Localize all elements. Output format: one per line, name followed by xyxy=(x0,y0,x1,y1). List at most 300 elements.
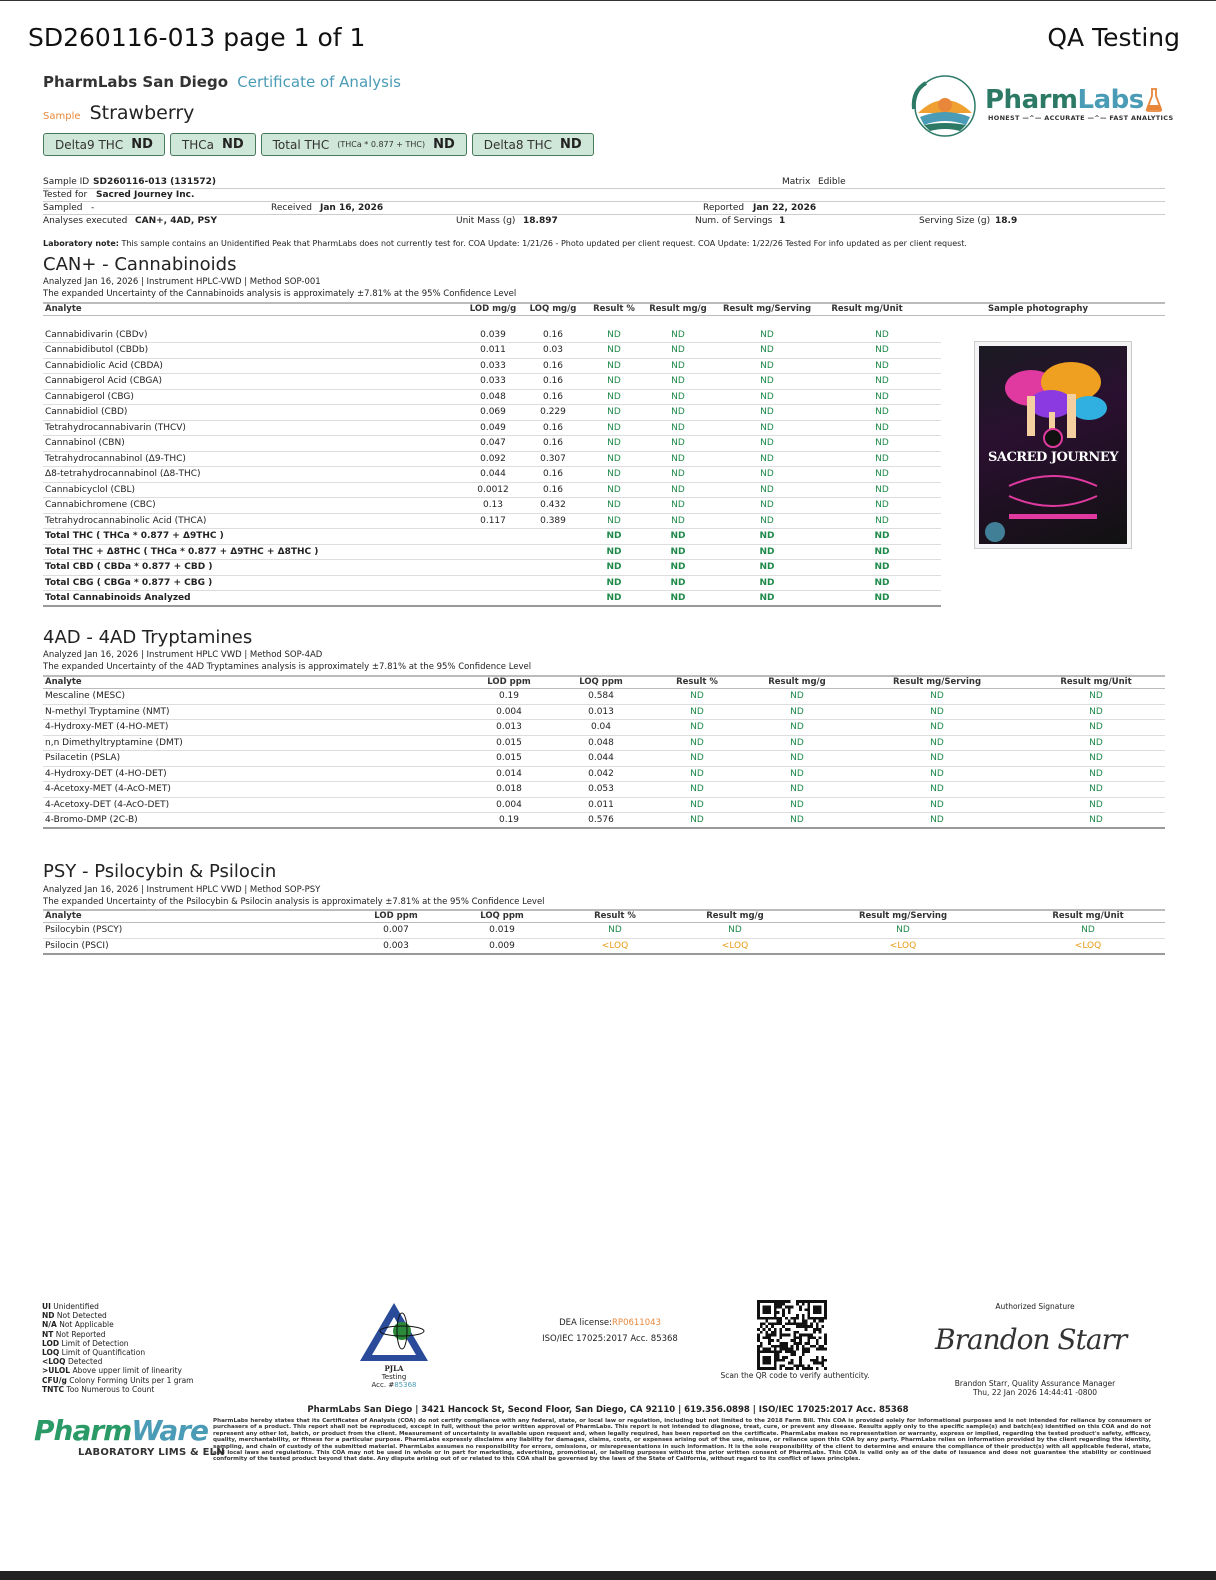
summary-badge xyxy=(261,133,467,156)
result-cell: 0.013 xyxy=(555,704,647,720)
lab-address: PharmLabs San Diego | 3421 Hancock St, Second Floor, San Diego, CA 92110 | 619.356.0898 | ISO/IEC 17025:2017 Acc. 85368 xyxy=(307,1405,909,1415)
info-row-4 xyxy=(43,215,1165,228)
analyte-name: Total CBD ( CBDa * 0.877 + CBD ) xyxy=(43,560,463,576)
result-cell: ND xyxy=(711,591,823,607)
result-cell: ND xyxy=(847,797,1027,813)
table-row xyxy=(43,813,1165,829)
result-cell: ND xyxy=(645,374,711,390)
result-cell: 0.576 xyxy=(555,813,647,829)
pharmware-pharm: Pharm xyxy=(34,1414,132,1447)
result-cell: 0.013 xyxy=(463,720,555,736)
result-cell xyxy=(463,529,523,545)
logo-labs: Labs xyxy=(1077,85,1144,115)
sampled: - xyxy=(91,203,95,213)
badge-formula: (THCa * 0.877 + THC) xyxy=(337,140,426,149)
column-header: Result mg/g xyxy=(649,304,707,314)
result-cell: ND xyxy=(711,513,823,529)
legend-meaning: Too Numerous to Count xyxy=(66,1384,155,1394)
result-cell: ND xyxy=(647,766,747,782)
result-cell: ND xyxy=(1027,720,1165,736)
result-cell: ND xyxy=(711,420,823,436)
result-cell: 0.004 xyxy=(463,797,555,813)
result-cell: ND xyxy=(823,575,941,591)
result-cell: 0.009 xyxy=(449,938,555,954)
product-brand: SACRED JOURNEY xyxy=(987,450,1119,465)
ad4-uncertainty: The expanded Uncertainty of the 4AD Tryptamines analysis is approximately ±7.81% at the 95% Confidence Level xyxy=(43,662,532,672)
analyte-name: Psilocybin (PSCY) xyxy=(43,923,343,939)
result-cell xyxy=(523,560,583,576)
table-row xyxy=(43,467,941,483)
servings: 1 xyxy=(779,216,786,226)
result-cell: <LOQ xyxy=(795,938,1011,954)
result-cell: ND xyxy=(711,358,823,374)
analyte-name: Cannabichromene (CBC) xyxy=(43,498,463,514)
result-cell: ND xyxy=(847,735,1027,751)
result-cell: ND xyxy=(583,513,645,529)
result-cell: ND xyxy=(645,513,711,529)
legend-meaning: Above upper limit of linearity xyxy=(72,1366,182,1376)
can-title: CAN+ - Cannabinoids xyxy=(43,254,237,275)
table-row xyxy=(43,358,941,374)
result-cell: ND xyxy=(823,467,941,483)
can-results-table xyxy=(43,327,941,607)
info-row-3 xyxy=(43,202,1165,215)
info-row-1 xyxy=(43,176,1165,189)
result-cell: <LOQ xyxy=(675,938,795,954)
result-cell: ND xyxy=(847,751,1027,767)
column-header: Result % xyxy=(594,911,636,921)
analyte-name: Mescaline (MESC) xyxy=(43,689,463,705)
result-cell: ND xyxy=(711,575,823,591)
analyte-name: Psilocin (PSCI) xyxy=(43,938,343,954)
column-header: Result mg/Unit xyxy=(831,304,903,314)
result-cell: 0.011 xyxy=(555,797,647,813)
result-cell: ND xyxy=(647,735,747,751)
result-cell: ND xyxy=(645,327,711,343)
qr-caption: Scan the QR code to verify authenticity. xyxy=(720,1371,870,1380)
result-cell: <LOQ xyxy=(555,938,675,954)
result-cell: ND xyxy=(583,544,645,560)
report-title: SD260116-013 page 1 of 1 xyxy=(28,23,366,52)
result-cell: ND xyxy=(711,560,823,576)
table-row xyxy=(43,938,1165,954)
result-cell: ND xyxy=(1027,751,1165,767)
analyte-name: Tetrahydrocannabivarin (THCV) xyxy=(43,420,463,436)
result-cell: ND xyxy=(1027,782,1165,798)
result-cell: ND xyxy=(823,591,941,607)
lab-name: PharmLabs San Diego xyxy=(43,73,229,91)
result-cell: ND xyxy=(583,467,645,483)
result-cell: 0.042 xyxy=(555,766,647,782)
result-cell: ND xyxy=(823,374,941,390)
legend-item xyxy=(42,1320,193,1329)
iso-accreditation: ISO/IEC 17025:2017 Acc. 85368 xyxy=(542,1334,678,1344)
sample-line xyxy=(43,102,194,124)
can-uncertainty: The expanded Uncertainty of the Cannabinoids analysis is approximately ±7.81% at the 95% Confidence Level xyxy=(43,289,517,299)
result-cell: 0.014 xyxy=(463,766,555,782)
doc-type: Certificate of Analysis xyxy=(237,73,401,91)
result-cell: ND xyxy=(675,923,795,939)
table-row xyxy=(43,374,941,390)
result-cell: ND xyxy=(823,529,941,545)
signatory-name: Brandon Starr, Quality Assurance Manager xyxy=(954,1379,1116,1388)
analyte-name: Cannabidiolic Acid (CBDA) xyxy=(43,358,463,374)
servings-label: Num. of Servings xyxy=(695,216,773,226)
result-cell: ND xyxy=(747,735,847,751)
pjla-testing: Testing xyxy=(381,1373,407,1381)
badge-value: ND xyxy=(560,137,582,152)
result-cell: ND xyxy=(823,451,941,467)
result-cell: 0.033 xyxy=(463,358,523,374)
summary-badges xyxy=(43,133,594,156)
result-cell: ND xyxy=(711,498,823,514)
result-cell: ND xyxy=(747,689,847,705)
legend-abbr: N/A xyxy=(42,1320,57,1330)
legend-abbr: NT xyxy=(42,1329,54,1339)
result-cell: ND xyxy=(583,327,645,343)
dea-license: RP0611043 xyxy=(612,1318,661,1328)
badge-value: ND xyxy=(433,137,455,152)
result-cell: ND xyxy=(823,343,941,359)
signature-header: Authorized Signature xyxy=(995,1302,1075,1311)
table-row xyxy=(43,766,1165,782)
legend-meaning: Limit of Detection xyxy=(61,1338,129,1348)
analyte-name: N-methyl Tryptamine (NMT) xyxy=(43,704,463,720)
mushroom-artwork-icon xyxy=(979,346,1127,544)
analyte-name: Cannabidibutol (CBDb) xyxy=(43,343,463,359)
analyte-name: Psilacetin (PSLA) xyxy=(43,751,463,767)
column-header: LOD mg/g xyxy=(469,304,517,314)
result-cell: ND xyxy=(583,529,645,545)
result-cell: 0.16 xyxy=(523,420,583,436)
result-cell: 0.16 xyxy=(523,482,583,498)
table-row xyxy=(43,482,941,498)
result-cell: 0.047 xyxy=(463,436,523,452)
result-cell xyxy=(523,591,583,607)
table-row xyxy=(43,782,1165,798)
pharmlabs-seal-icon xyxy=(908,69,982,143)
pjla-acc-label: Acc. # xyxy=(371,1381,395,1389)
table-row xyxy=(43,529,941,545)
lab-note-text: This sample contains an Unidentified Peak that PharmLabs does not currently test for. COA Update: 1/21/26 - Photo updated per client request. COA Update: 1/22/26 Tested For info updated as per client request. xyxy=(121,239,967,248)
legend-item xyxy=(42,1348,193,1357)
legend-meaning: Unidentified xyxy=(53,1302,99,1311)
legend-abbr: ND xyxy=(42,1311,55,1321)
result-cell: ND xyxy=(823,420,941,436)
result-cell: ND xyxy=(583,343,645,359)
analyte-name: Cannabicyclol (CBL) xyxy=(43,482,463,498)
result-cell: ND xyxy=(711,529,823,545)
result-cell: 0.033 xyxy=(463,374,523,390)
result-cell: ND xyxy=(711,436,823,452)
pjla-caption xyxy=(358,1365,430,1389)
analyte-name: Total Cannabinoids Analyzed xyxy=(43,591,463,607)
analyte-name: Total CBG ( CBGa * 0.877 + CBG ) xyxy=(43,575,463,591)
table-row xyxy=(43,420,941,436)
column-header: Result mg/Serving xyxy=(858,911,948,921)
result-cell: ND xyxy=(647,782,747,798)
result-cell: 0.04 xyxy=(555,720,647,736)
matrix: Edible xyxy=(818,177,846,187)
column-header: Analyte xyxy=(45,304,82,314)
result-cell: ND xyxy=(647,689,747,705)
result-cell: ND xyxy=(583,498,645,514)
can-header-table xyxy=(43,302,1165,316)
badge-label: Delta8 THC xyxy=(483,137,552,152)
legend-abbr: LOD xyxy=(42,1338,60,1348)
legend-item xyxy=(42,1366,193,1375)
table-row xyxy=(43,436,941,452)
column-header: Analyte xyxy=(45,911,82,921)
column-header: Result mg/Serving xyxy=(892,677,982,687)
product-package xyxy=(979,346,1127,544)
table-row xyxy=(43,451,941,467)
result-cell: ND xyxy=(647,813,747,829)
result-cell: 0.048 xyxy=(555,735,647,751)
analyte-name: Total THC + Δ8THC ( THCa * 0.877 + Δ9THC + Δ8THC ) xyxy=(43,544,463,560)
result-cell: ND xyxy=(1027,689,1165,705)
analyte-name: Cannabidivarin (CBDv) xyxy=(43,327,463,343)
analyte-name: Cannabigerol (CBG) xyxy=(43,389,463,405)
result-cell xyxy=(463,544,523,560)
result-cell: ND xyxy=(711,389,823,405)
result-cell: 0.16 xyxy=(523,389,583,405)
result-cell: <LOQ xyxy=(1011,938,1165,954)
reported-label: Reported xyxy=(703,203,745,213)
signature-date: Thu, 22 Jan 2026 14:44:41 -0800 xyxy=(972,1388,1098,1397)
result-cell: ND xyxy=(583,591,645,607)
legend-meaning: Detected xyxy=(67,1357,103,1367)
result-cell: 0.004 xyxy=(463,704,555,720)
result-cell: ND xyxy=(1027,735,1165,751)
result-cell: 0.069 xyxy=(463,405,523,421)
legend-abbr: UI xyxy=(42,1302,51,1311)
result-cell: 0.053 xyxy=(555,782,647,798)
pjla-acc: 85368 xyxy=(394,1381,417,1389)
logo-tagline: HONEST —^— ACCURATE —^— FAST ANALYTICS xyxy=(988,114,1174,122)
legend-abbr: TNTC xyxy=(42,1384,65,1394)
legend-item xyxy=(42,1376,193,1385)
ad4-results-table xyxy=(43,675,1165,829)
result-cell: 0.007 xyxy=(343,923,449,939)
analyte-name: Cannabigerol Acid (CBGA) xyxy=(43,374,463,390)
result-cell xyxy=(463,575,523,591)
result-cell: ND xyxy=(823,482,941,498)
info-row-2 xyxy=(43,189,1165,202)
analyte-name: 4-Acetoxy-DET (4-AcO-DET) xyxy=(43,797,463,813)
legend-abbr: <LOQ xyxy=(42,1357,66,1367)
result-cell: 0.432 xyxy=(523,498,583,514)
result-cell: 0.13 xyxy=(463,498,523,514)
result-cell: ND xyxy=(645,343,711,359)
column-header: LOD ppm xyxy=(487,677,531,687)
result-cell: ND xyxy=(645,358,711,374)
column-header: Result mg/g xyxy=(706,911,764,921)
result-cell: ND xyxy=(847,766,1027,782)
result-cell: ND xyxy=(645,467,711,483)
result-cell: 0.19 xyxy=(463,689,555,705)
result-cell: ND xyxy=(645,575,711,591)
analyte-name: Cannabidiol (CBD) xyxy=(43,405,463,421)
result-cell: ND xyxy=(823,544,941,560)
result-cell: ND xyxy=(583,358,645,374)
result-cell: 0.117 xyxy=(463,513,523,529)
result-cell: ND xyxy=(747,704,847,720)
result-cell: 0.044 xyxy=(555,751,647,767)
reported: Jan 22, 2026 xyxy=(753,203,817,213)
table-row xyxy=(43,751,1165,767)
lab-line xyxy=(43,73,401,91)
analyte-name: 4-Bromo-DMP (2C-B) xyxy=(43,813,463,829)
result-cell: ND xyxy=(711,544,823,560)
result-cell: 0.307 xyxy=(523,451,583,467)
result-cell: ND xyxy=(647,720,747,736)
analyses: CAN+, 4AD, PSY xyxy=(135,216,218,226)
result-cell: ND xyxy=(647,704,747,720)
table-row xyxy=(43,720,1165,736)
sample-id: SD260116-013 (131572) xyxy=(93,177,216,187)
analyte-name: Tetrahydrocannabinol (Δ9-THC) xyxy=(43,451,463,467)
sample-name: Strawberry xyxy=(89,102,195,124)
result-cell: ND xyxy=(645,389,711,405)
badge-value: ND xyxy=(221,137,244,152)
table-row xyxy=(43,575,941,591)
result-cell: ND xyxy=(583,451,645,467)
result-cell: ND xyxy=(823,436,941,452)
sample-photo xyxy=(974,341,1132,549)
result-cell: 0.049 xyxy=(463,420,523,436)
legend-abbr: CFU/g xyxy=(42,1375,67,1385)
result-cell: ND xyxy=(583,482,645,498)
summary-badge xyxy=(43,133,165,156)
result-cell: ND xyxy=(747,751,847,767)
column-header: LOD ppm xyxy=(374,911,418,921)
analyte-name: 4-Hydroxy-DET (4-HO-DET) xyxy=(43,766,463,782)
column-header: LOQ ppm xyxy=(480,911,524,921)
result-cell: 0.16 xyxy=(523,327,583,343)
received: Jan 16, 2026 xyxy=(320,203,384,213)
result-cell: ND xyxy=(711,343,823,359)
matrix-label: Matrix xyxy=(782,177,811,187)
result-cell: 0.044 xyxy=(463,467,523,483)
result-cell: ND xyxy=(647,751,747,767)
result-cell: 0.018 xyxy=(463,782,555,798)
signatory xyxy=(930,1379,1140,1397)
result-cell: ND xyxy=(645,529,711,545)
analyte-name: n,n Dimethyltryptamine (DMT) xyxy=(43,735,463,751)
serving-size: 18.9 xyxy=(995,216,1018,226)
result-cell xyxy=(463,591,523,607)
result-cell: ND xyxy=(583,575,645,591)
table-row xyxy=(43,735,1165,751)
legend-meaning: Not Applicable xyxy=(59,1320,114,1330)
column-header: Result mg/Unit xyxy=(1052,911,1124,921)
result-cell: ND xyxy=(711,482,823,498)
result-cell: ND xyxy=(847,704,1027,720)
lab-note xyxy=(43,239,1165,248)
unit-mass-label: Unit Mass (g) xyxy=(456,216,516,226)
table-row xyxy=(43,405,941,421)
sample-id-label: Sample ID xyxy=(43,177,90,187)
result-cell: ND xyxy=(847,689,1027,705)
result-cell: ND xyxy=(1027,813,1165,829)
result-cell: ND xyxy=(823,498,941,514)
result-cell: ND xyxy=(747,797,847,813)
analyte-name: Total THC ( THCa * 0.877 + Δ9THC ) xyxy=(43,529,463,545)
result-cell: 0.015 xyxy=(463,751,555,767)
result-cell: 0.092 xyxy=(463,451,523,467)
badge-value: ND xyxy=(131,137,153,152)
column-header: Result mg/Unit xyxy=(1060,677,1132,687)
result-cell: ND xyxy=(823,327,941,343)
lab-note-label: Laboratory note: xyxy=(43,239,119,248)
result-cell: ND xyxy=(583,374,645,390)
report-type: QA Testing xyxy=(1047,23,1180,52)
result-cell: ND xyxy=(647,797,747,813)
result-cell: 0.16 xyxy=(523,358,583,374)
result-cell: ND xyxy=(795,923,1011,939)
legend-meaning: Limit of Quantification xyxy=(61,1348,146,1358)
table-row xyxy=(43,689,1165,705)
result-cell: ND xyxy=(645,420,711,436)
result-cell xyxy=(523,529,583,545)
pjla-name: PJLA xyxy=(384,1364,404,1373)
legend-item xyxy=(42,1385,193,1394)
pharmware-ware: Ware xyxy=(131,1414,209,1447)
table-row xyxy=(43,704,1165,720)
flask-icon xyxy=(1144,87,1164,113)
result-cell: ND xyxy=(583,560,645,576)
legend-meaning: Not Detected xyxy=(56,1311,107,1321)
result-cell: ND xyxy=(1011,923,1165,939)
analyte-name: Cannabinol (CBN) xyxy=(43,436,463,452)
result-cell: ND xyxy=(711,374,823,390)
result-cell: ND xyxy=(823,405,941,421)
result-cell: ND xyxy=(823,560,941,576)
result-cell: ND xyxy=(1027,766,1165,782)
result-cell: ND xyxy=(747,782,847,798)
legend-item xyxy=(42,1302,193,1311)
result-cell: 0.003 xyxy=(343,938,449,954)
result-cell: 0.019 xyxy=(449,923,555,939)
result-cell: ND xyxy=(645,451,711,467)
table-row xyxy=(43,797,1165,813)
table-row xyxy=(43,923,1165,939)
pharmware-logo xyxy=(34,1414,208,1447)
result-cell: ND xyxy=(583,405,645,421)
ad4-analyzed: Analyzed Jan 16, 2026 | Instrument HPLC VWD | Method SOP-4AD xyxy=(43,650,323,660)
column-header: LOQ mg/g xyxy=(529,304,577,314)
result-cell: ND xyxy=(823,513,941,529)
result-cell: ND xyxy=(747,720,847,736)
result-cell: 0.19 xyxy=(463,813,555,829)
result-cell: ND xyxy=(823,389,941,405)
abbreviation-legend xyxy=(42,1302,193,1394)
result-cell: ND xyxy=(583,420,645,436)
legend-abbr: >ULOL xyxy=(42,1366,71,1376)
table-row xyxy=(43,389,941,405)
received-label: Received xyxy=(271,203,312,213)
result-cell: ND xyxy=(711,467,823,483)
result-cell: 0.16 xyxy=(523,374,583,390)
badge-label: THCa xyxy=(181,137,214,152)
result-cell: ND xyxy=(847,813,1027,829)
summary-badge xyxy=(170,133,256,156)
tested-for: Sacred Journey Inc. xyxy=(96,190,195,200)
verification-qr-icon[interactable] xyxy=(757,1300,827,1370)
result-cell: ND xyxy=(711,405,823,421)
result-cell: 0.229 xyxy=(523,405,583,421)
